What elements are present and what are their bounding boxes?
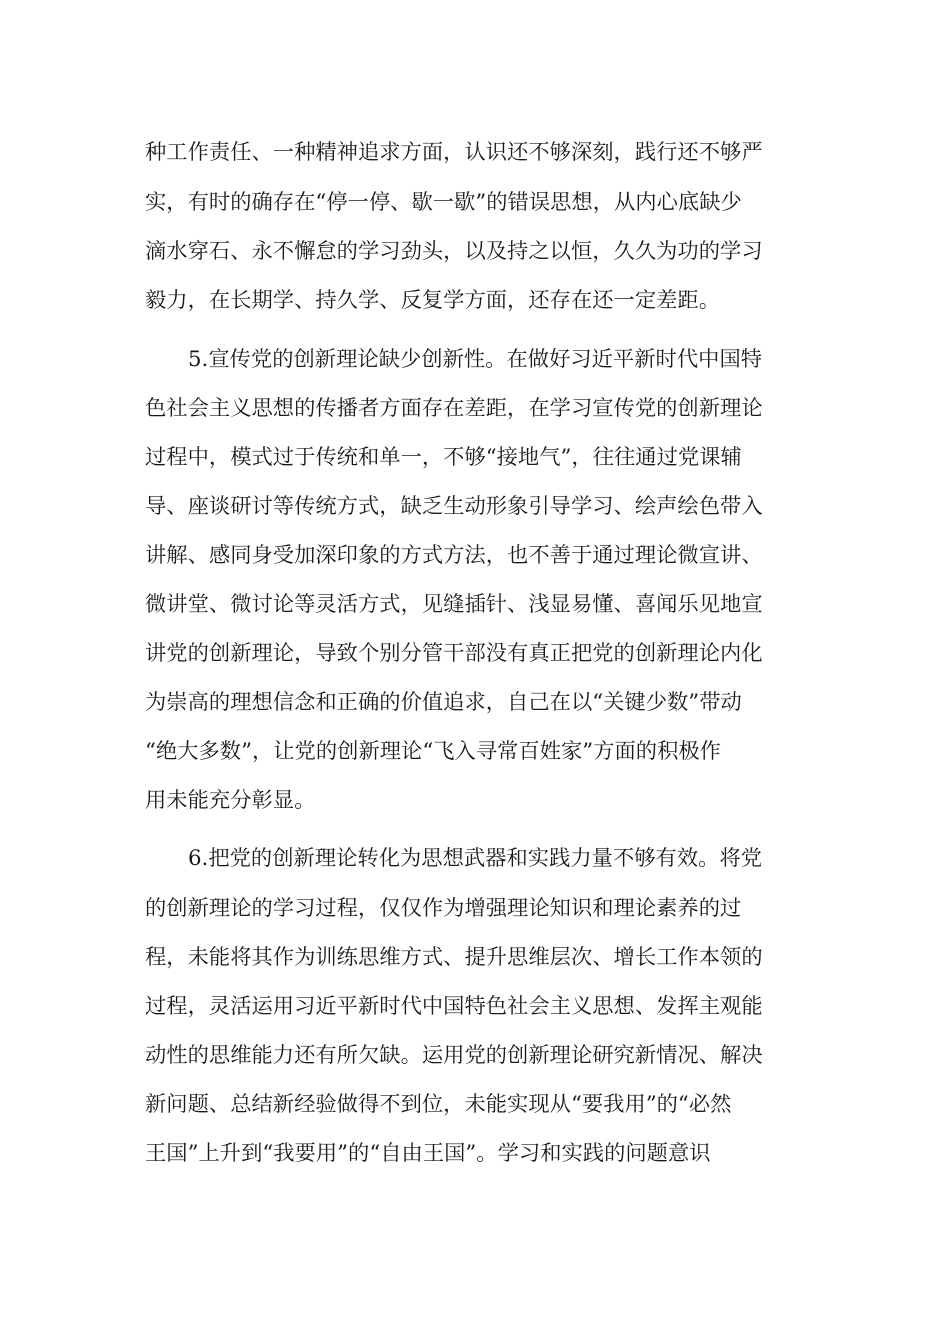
text-line-21: 王国”上升到“我要用”的“自由王国”。学习和实践的问题意识 bbox=[145, 1141, 711, 1166]
text-line-17: 程，未能将其作为训练思维方式、提升思维层次、增长工作本领的 bbox=[145, 945, 763, 970]
text-line-20: 新问题、总结新经验做得不到位，未能实现从“要我用”的“必然 bbox=[145, 1092, 732, 1117]
text-line-10: 微讲堂、微讨论等灵活方式，见缝插针、浅显易懂、喜闻乐见地宣 bbox=[145, 592, 763, 617]
text-line-11: 讲党的创新理论，导致个别分管干部没有真正把党的创新理论内化 bbox=[145, 641, 763, 666]
text-line-13: “绝大多数”，让党的创新理论“飞入寻常百姓家”方面的积极作 bbox=[145, 739, 721, 764]
text-line-12: 为崇高的理想信念和正确的价值追求，自己在以“关键少数”带动 bbox=[145, 690, 742, 715]
text-line-8: 导、座谈研讨等传统方式，缺乏生动形象引导学习、绘声绘色带入 bbox=[145, 494, 763, 519]
text-line-9: 讲解、感同身受加深印象的方式方法，也不善于通过理论微宣讲、 bbox=[145, 543, 763, 568]
paragraph-6-heading-line: 6.把党的创新理论转化为思想武器和实践力量不够有效。将党 bbox=[188, 846, 763, 871]
text-line-6: 色社会主义思想的传播者方面存在差距，在学习宣传党的创新理论 bbox=[145, 396, 763, 421]
paragraph-5-heading-line: 5.宣传党的创新理论缺少创新性。在做好习近平新时代中国特 bbox=[188, 347, 763, 372]
text-line-14: 用未能充分彰显。 bbox=[145, 788, 316, 813]
text-line-7: 过程中，模式过于传统和单一，不够“接地气”，往往通过党课辅 bbox=[145, 445, 742, 470]
text-line-18: 过程，灵活运用习近平新时代中国特色社会主义思想、发挥主观能 bbox=[145, 994, 763, 1019]
text-line-19: 动性的思维能力还有所欠缺。运用党的创新理论研究新情况、解决 bbox=[145, 1043, 763, 1068]
text-line-1: 种工作责任、一种精神追求方面，认识还不够深刻，践行还不够严 bbox=[145, 140, 763, 165]
text-line-4: 毅力，在长期学、持久学、反复学方面，还存在还一定差距。 bbox=[145, 288, 721, 313]
text-line-16: 的创新理论的学习过程，仅仅作为增强理论知识和理论素养的过 bbox=[145, 896, 742, 921]
text-line-3: 滴水穿石、永不懈怠的学习劲头，以及持之以恒，久久为功的学习 bbox=[145, 239, 763, 264]
text-line-2: 实，有时的确存在“停一停、歇一歇”的错误思想，从内心底缺少 bbox=[145, 190, 742, 215]
